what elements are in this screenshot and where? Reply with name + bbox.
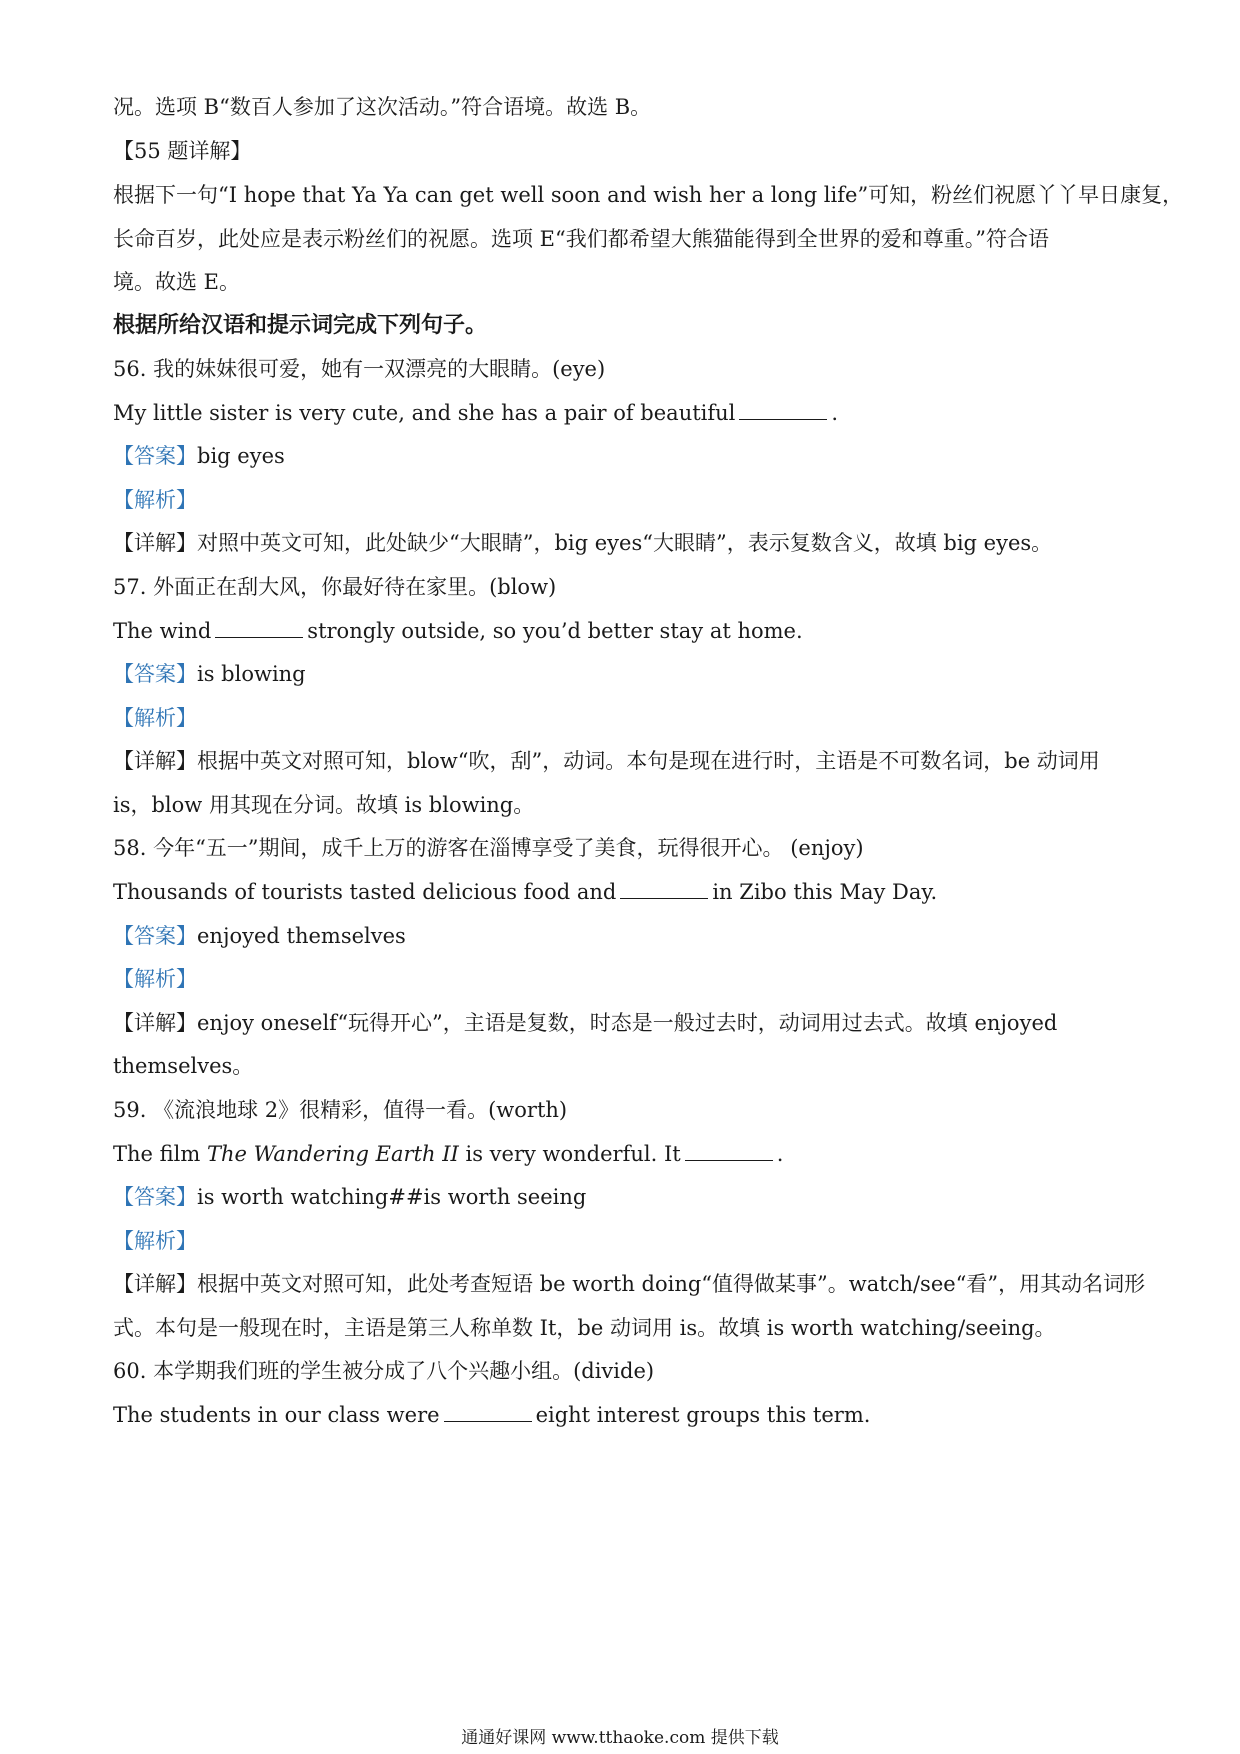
detail-56-text: 对照中英文可知，此处缺少“大眼睛”，big eyes“大眼睛”，表示复数含义，故填 big eyes。 <box>197 531 1053 555</box>
answer-57 <box>113 659 1128 689</box>
text-line: 境。故选 E。 <box>113 270 241 294</box>
detail-59 <box>113 1269 1146 1299</box>
detail-tag: 【详解】 <box>113 749 197 773</box>
detail-57 <box>113 746 1128 776</box>
question-57-en-before: The wind <box>113 619 212 643</box>
detail-tag: 【详解】 <box>113 1272 197 1296</box>
answer-tag: 【答案】 <box>113 444 197 468</box>
detail-57-text: 根据中英文对照可知，blow“吹，刮”，动词。本句是现在进行时，主语是不可数名词，be 动词用 <box>197 749 1100 773</box>
question-59-en <box>113 1139 1128 1169</box>
question-56-en <box>113 398 1128 428</box>
analysis-tag: 【解析】 <box>113 706 197 730</box>
answer-58 <box>113 921 1128 951</box>
question-60-cn: 60. 本学期我们班的学生被分成了八个兴趣小组。(divide) <box>113 1359 655 1383</box>
answer-57-text: is blowing <box>197 662 306 686</box>
question-56-en-after: . <box>831 401 839 425</box>
question-60-en-before: The students in our class were <box>113 1403 440 1427</box>
answer-blank <box>739 399 827 420</box>
answer-59-text: is worth watching##is worth seeing <box>197 1185 587 1209</box>
detail-tag: 【详解】 <box>113 1011 197 1035</box>
detail-59-cont: 式。本句是一般现在时，主语是第三人称单数 It，be 动词用 is。故填 is worth watching/seeing。 <box>113 1316 1056 1340</box>
question-59-en-after: . <box>776 1142 784 1166</box>
question-56-cn: 56. 我的妹妹很可爱，她有一双漂亮的大眼睛。(eye) <box>113 357 606 381</box>
question-60-en-after: eight interest groups this term. <box>535 1403 871 1427</box>
question-60-en <box>113 1400 1128 1430</box>
answer-blank <box>620 878 708 899</box>
question-58-en-before: Thousands of tourists tasted delicious food and <box>113 880 617 904</box>
question-59-en-before: The film <box>113 1142 201 1166</box>
analysis-tag: 【解析】 <box>113 967 197 991</box>
detail-57-cont: is，blow 用其现在分词。故填 is blowing。 <box>113 793 535 817</box>
answer-56 <box>113 441 1128 471</box>
question-58-en <box>113 877 1128 907</box>
answer-58-text: enjoyed themselves <box>197 924 406 948</box>
text-line: 长命百岁，此处应是表示粉丝们的祝愿。选项 E“我们都希望大熊猫能得到全世界的爱和尊重。”符合语 <box>113 227 1049 251</box>
question-57-cn: 57. 外面正在刮大风，你最好待在家里。(blow) <box>113 575 557 599</box>
analysis-tag: 【解析】 <box>113 488 197 512</box>
section-title: 根据所给汉语和提示词完成下列句子。 <box>113 313 488 338</box>
detail-58 <box>113 1008 1128 1038</box>
detail-59-text: 根据中英文对照可知，此处考查短语 be worth doing“值得做某事”。watch/see“看”，用其动名词形 <box>197 1272 1146 1296</box>
answer-tag: 【答案】 <box>113 924 197 948</box>
question-58-en-after: in Zibo this May Day. <box>712 880 938 904</box>
detail-58-cont: themselves。 <box>113 1054 254 1078</box>
detail-tag: 【详解】 <box>113 531 197 555</box>
answer-56-text: big eyes <box>197 444 285 468</box>
sub-heading-55: 【55 题详解】 <box>113 139 252 163</box>
answer-blank <box>685 1140 773 1161</box>
question-57-en-after: strongly outside, so you’d better stay at home. <box>307 619 803 643</box>
text-line: 根据下一句“I hope that Ya Ya can get well soon and wish her a long life”可知，粉丝们祝愿丫丫早日康复， <box>113 183 1184 207</box>
answer-blank <box>215 617 303 638</box>
answer-tag: 【答案】 <box>113 662 197 686</box>
text-line: 况。选项 B“数百人参加了这次活动。”符合语境。故选 B。 <box>113 95 652 119</box>
answer-blank <box>444 1401 532 1422</box>
page-footer: 通通好课网 www.tthaoke.com 提供下载 <box>461 1728 779 1748</box>
answer-59 <box>113 1182 1128 1212</box>
question-56-en-before: My little sister is very cute, and she has a pair of beautiful <box>113 401 736 425</box>
question-57-en <box>113 616 1128 646</box>
analysis-tag: 【解析】 <box>113 1229 197 1253</box>
question-59-en-mid: is very wonderful. It <box>465 1142 681 1166</box>
question-59-cn: 59. 《流浪地球 2》很精彩，值得一看。(worth) <box>113 1098 568 1122</box>
answer-tag: 【答案】 <box>113 1185 197 1209</box>
question-58-cn: 58. 今年“五一”期间，成千上万的游客在淄博享受了美食，玩得很开心。 (enjoy) <box>113 836 864 860</box>
film-title: The Wandering Earth II <box>206 1142 459 1166</box>
detail-56 <box>113 528 1128 558</box>
detail-58-text: enjoy oneself“玩得开心”，主语是复数，时态是一般过去时，动词用过去式。故填 enjoyed <box>197 1011 1058 1035</box>
